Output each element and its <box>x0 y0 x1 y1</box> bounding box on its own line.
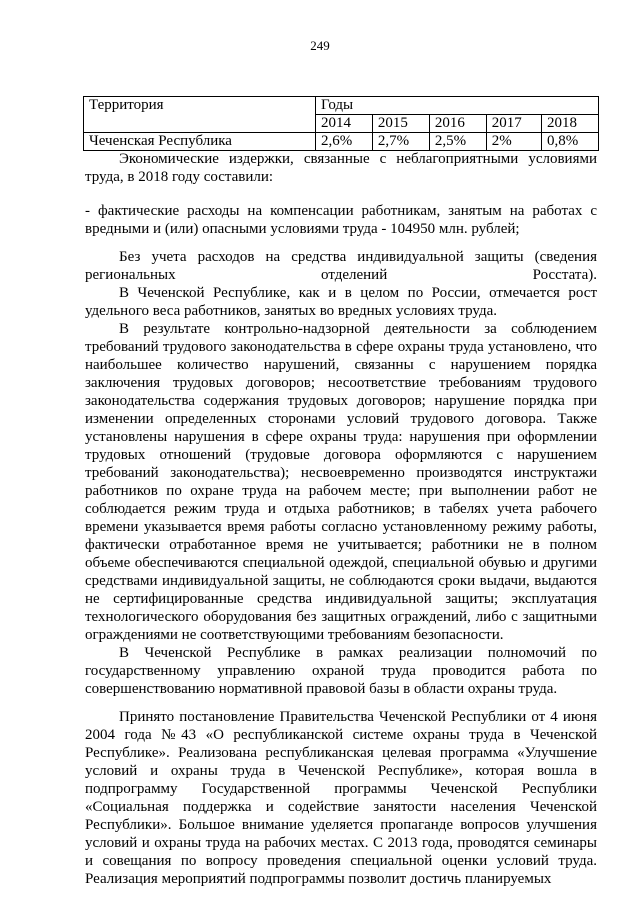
paragraph: Без учета расходов на средства индивидуальной защиты (сведения региональных отделений Росстата). <box>85 249 597 283</box>
year-cell: 2018 <box>542 115 599 133</box>
body-text <box>85 150 597 888</box>
paragraph: - фактические расходы на компенсации работникам, занятым на работах с вредными и (или) опасными условиями труда - 104950 млн. рублей; <box>85 203 597 237</box>
year-cell: 2015 <box>372 115 429 133</box>
page-number: 249 <box>310 38 330 53</box>
value-cell: 2,5% <box>429 133 486 151</box>
paragraph: В Чеченской Республике в рамках реализации полномочий по государственному управлению охраной труда проводится работа по совершенствованию нормативной правовой базы в области охраны труда. <box>85 645 597 697</box>
value-cell: 0,8% <box>542 133 599 151</box>
working-conditions-table <box>83 96 599 151</box>
year-cell: 2016 <box>429 115 486 133</box>
territory-cell: Чеченская Республика <box>84 133 316 151</box>
years-header: Годы <box>316 97 599 115</box>
paragraph: В Чеченской Республике, как и в целом по России, отмечается рост удельного веса работников, занятых во вредных условиях труда. <box>85 285 597 319</box>
table-header-row <box>84 97 599 115</box>
territory-header: Территория <box>84 97 316 133</box>
paragraph: Принято постановление Правительства Чеченской Республики от 4 июня 2004 года №43 «О республиканской системе охраны труда в Чеченской Республике». Реализована республиканская целевая программа «Улучшение условий и охраны труда в Чеченской Республике», которая вошла в подпрограмму Государственной программы Чеченской Республики «Социальная поддержка и содействие занятости населения Чеченской Республики». Большое внимание уделяется пропаганде вопросов улучшения условий и охраны труда на рабочих местах. С 2013 года, проводятся семинары и совещания по вопросу проведения специальной оценки условий труда. Реализация мероприятий подпрограммы позволит достичь планируемых <box>85 709 597 887</box>
table-row <box>84 133 599 151</box>
paragraph: В результате контрольно-надзорной деятельности за соблюдением требований трудового законодательства в сфере охраны труда установлено, что наибольшее количество нарушений, связанны с нарушением порядка заключения трудовых договоров; несоответствие требованиям трудового законодательства содержания трудовых договоров; нарушение порядка при изменении определенных сторонами условий трудового договора. Также установлены нарушения в сфере охраны труда: нарушения при оформлении трудовых отношений (трудовые договора оформляются с нарушением требований законодательства); несвоевременно производятся инструктажи работников по охране труда на рабочем месте; при выполнении работ не соблюдается режим труда и отдыха работников; в табелях учета рабочего времени указывается время работы согласно установленному режиму работы, фактически отработанное время не учитывается; работники не в полном объеме обеспечиваются специальной одеждой, специальной обувью и другими средствами индивидуальной защиты, не соблюдаются сроки выдачи, выдаются не сертифицированные средства индивидуальной защиты; эксплуатация технологического оборудования без защитных ограждений, либо с защитными ограждениями не соответствующими требованиям безопасности. <box>85 321 597 643</box>
year-cell: 2017 <box>486 115 541 133</box>
value-cell: 2% <box>486 133 541 151</box>
value-cell: 2,6% <box>316 133 373 151</box>
paragraph: Экономические издержки, связанные с неблагоприятными условиями труда, в 2018 году составили: <box>85 151 597 185</box>
value-cell: 2,7% <box>372 133 429 151</box>
year-cell: 2014 <box>316 115 373 133</box>
